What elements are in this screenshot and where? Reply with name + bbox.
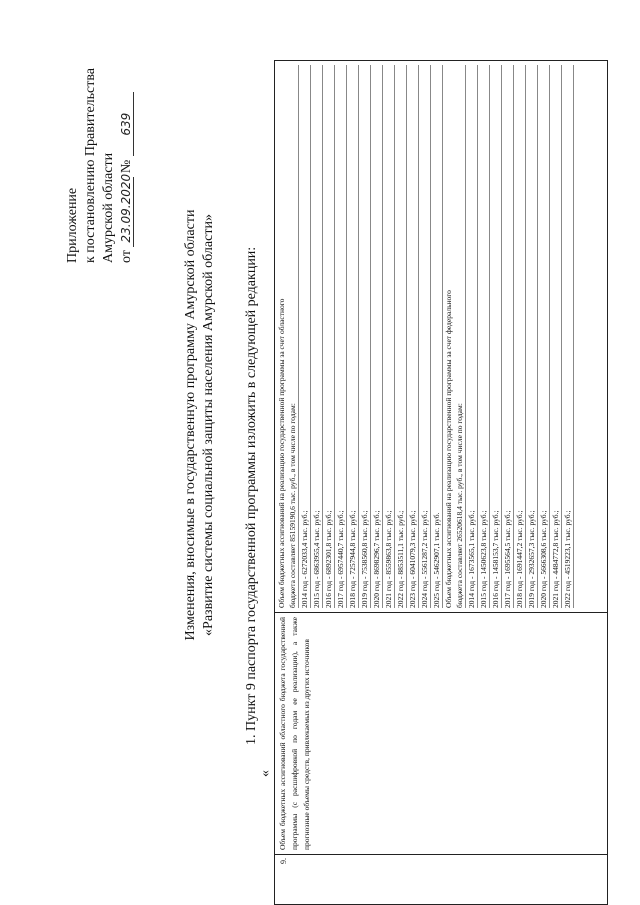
regional-years-list <box>299 65 443 608</box>
year-row: 2015 год - 1450623,8 тыс. руб.; <box>478 65 490 608</box>
regional-intro-1: Объем бюджетных ассигнований на реализацию государственной программы за счет областного <box>277 298 286 608</box>
year-row: 2020 год - 5666308,6 тыс. руб.; <box>538 65 550 608</box>
year-row: 2018 год - 7257944,8 тыс. руб.; <box>347 65 359 608</box>
handwritten-number: 639 <box>119 92 134 156</box>
opening-quote: « <box>258 770 273 777</box>
approval-line-4 <box>118 23 136 263</box>
year-row: 2021 год - 8559863,8 тыс. руб.; <box>383 65 395 608</box>
year-row: 2017 год - 6957440,7 тыс. руб.; <box>335 65 347 608</box>
year-row: 2020 год - 8698296,7 тыс. руб.; <box>371 65 383 608</box>
regional-intro-2: бюджета составляет 85159190,6 тыс. руб., в том числе по годам: <box>287 65 299 608</box>
year-row: 2016 год - 1458153,7 тыс. руб.; <box>490 65 502 608</box>
document-title <box>182 145 218 705</box>
title-line-1: Изменения, вносимые в государственную программу Амурской области <box>183 209 198 641</box>
year-row: 2023 год - 6041079,3 тыс. руб.; <box>407 65 419 608</box>
intro-text: 1. Пункт 9 паспорта государственной программы изложить в следующей редакции: <box>244 246 259 745</box>
year-row: 2017 год - 1695564,5 тыс. руб.; <box>502 65 514 608</box>
year-row: 2015 год - 6863955,4 тыс. руб.; <box>311 65 323 608</box>
federal-intro-1: Объем бюджетных ассигнований на реализацию государственной программы за счет федерального <box>444 290 453 608</box>
row-number: 9. <box>279 858 288 864</box>
approval-line-1: Приложение <box>65 187 80 263</box>
data-cell <box>275 61 607 612</box>
number-label: № <box>119 159 134 174</box>
year-row: 2016 год - 6892301,8 тыс. руб.; <box>323 65 335 608</box>
year-row: 2024 год - 5561287,2 тыс. руб.; <box>419 65 431 608</box>
from-label: от <box>119 250 134 263</box>
passport-table <box>274 60 608 905</box>
year-row: 2019 год - 7538560,8 тыс. руб.; <box>359 65 371 608</box>
year-row: 2021 год - 4484772,8 тыс. руб.; <box>550 65 562 608</box>
description-text: Объем бюджетных ассигнований областного бюджета государственной программы (с расшифровкой по годам ее реализации), а также прогнозные объемы средств, привлекаемых из других источников <box>278 617 311 850</box>
year-row: 2018 год - 1691447,2 тыс. руб.; <box>514 65 526 608</box>
year-row: 2014 год - 1673565,1 тыс. руб.; <box>466 65 478 608</box>
year-row: 2022 год - 8853511,1 тыс. руб.; <box>395 65 407 608</box>
year-row: 2014 год - 6272033,4 тыс. руб.; <box>299 65 311 608</box>
handwritten-date: 23.09.2020 <box>119 177 134 247</box>
title-line-2: «Развитие системы социальной защиты населения Амурской области» <box>201 214 216 636</box>
row-number-cell <box>275 854 607 904</box>
description-cell <box>275 612 607 854</box>
approval-line-2: к постановлению Правительства <box>83 67 98 263</box>
federal-years-list <box>466 65 574 608</box>
federal-intro-2: бюджета составляет 26520618,4 тыс. руб., в том числе по годам: <box>454 65 466 608</box>
year-row: 2025 год - 5462907,1 тыс. руб. <box>431 65 443 608</box>
approval-block <box>64 23 136 263</box>
year-row: 2019 год - 2932657,3 тыс. руб.; <box>526 65 538 608</box>
year-row: 2022 год - 4519223,1 тыс. руб.; <box>562 65 574 608</box>
approval-line-3: Амурской области <box>101 152 116 263</box>
